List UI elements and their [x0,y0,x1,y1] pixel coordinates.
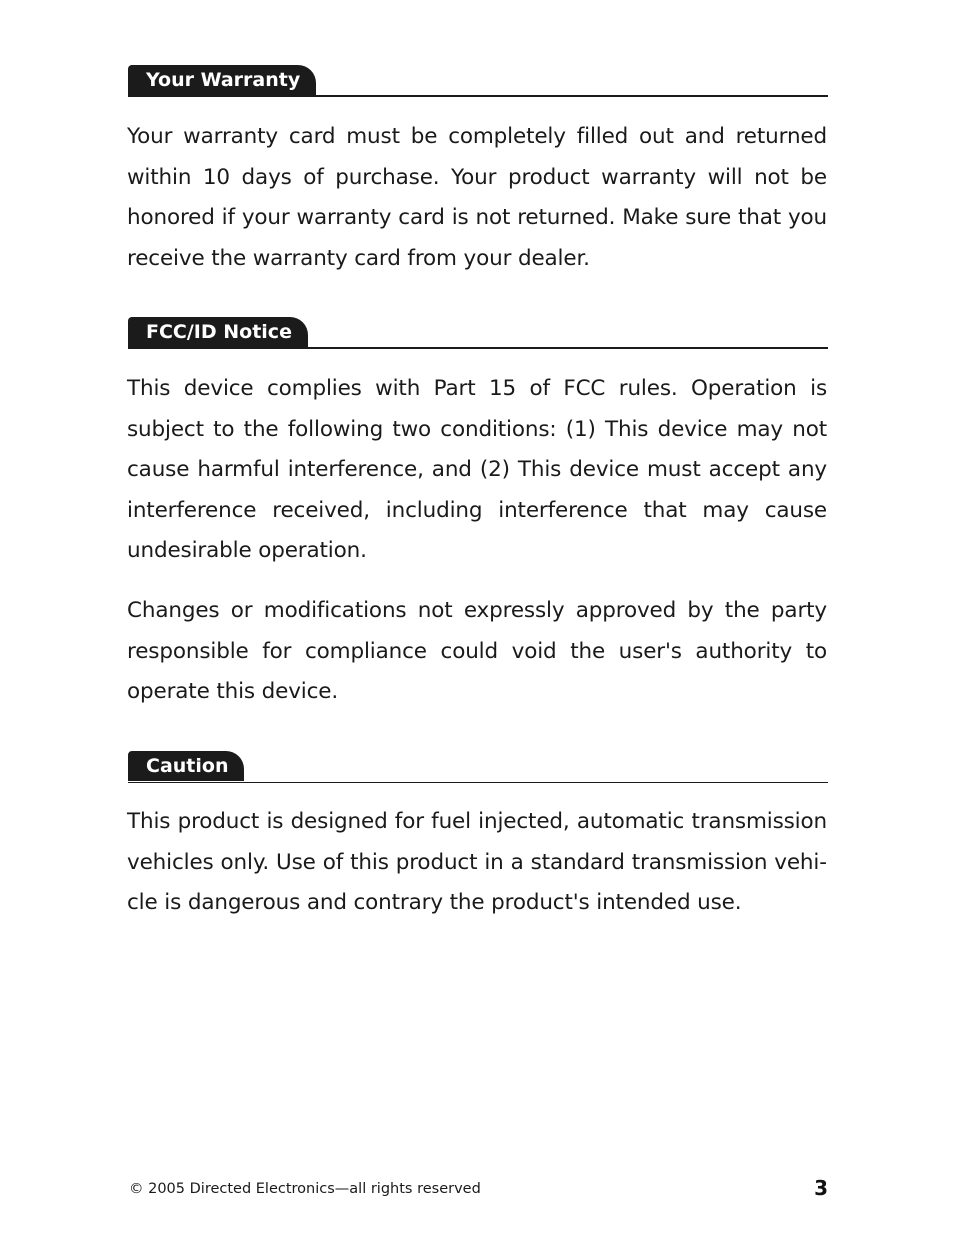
warranty-paragraph: Your warranty card must be completely filled out and returned within 10 days of purchase. Your product warranty will not be honored if your warranty card is not returned. Make sure that you receive the warranty card from your dealer. [127,124,827,271]
footer-copyright: © 2005 Directed Electronics—all rights reserved [129,1181,481,1197]
caution-paragraph: This product is designed for fuel injected, automatic transmission vehicles only. Use of this product in a standard transmission vehicle is dangerous and contrary the product's intended use. [127,809,827,915]
fcc-paragraph-modifications: Changes or modifications not expressly approved by the party responsible for compliance could void the user's authority to operate this device. [127,598,827,704]
section-header-warranty [128,65,828,97]
section-heading-fcc: FCC/ID Notice [128,317,308,347]
fcc-paragraph-compliance: This device complies with Part 15 of FCC rules. Operation is subject to the following two conditions: (1) This device may not cause harmful interference, and (2) This device must accept any interference received, including interference that may cause undesirable operation. [127,376,827,563]
section-header-caution [128,751,828,783]
section-header-fcc [128,317,828,349]
section-heading-caution: Caution [128,751,244,781]
section-divider [128,95,828,97]
section-divider [128,782,828,783]
page-number: 3 [814,1176,828,1200]
section-heading-warranty: Your Warranty [128,65,316,95]
section-divider [128,347,828,349]
